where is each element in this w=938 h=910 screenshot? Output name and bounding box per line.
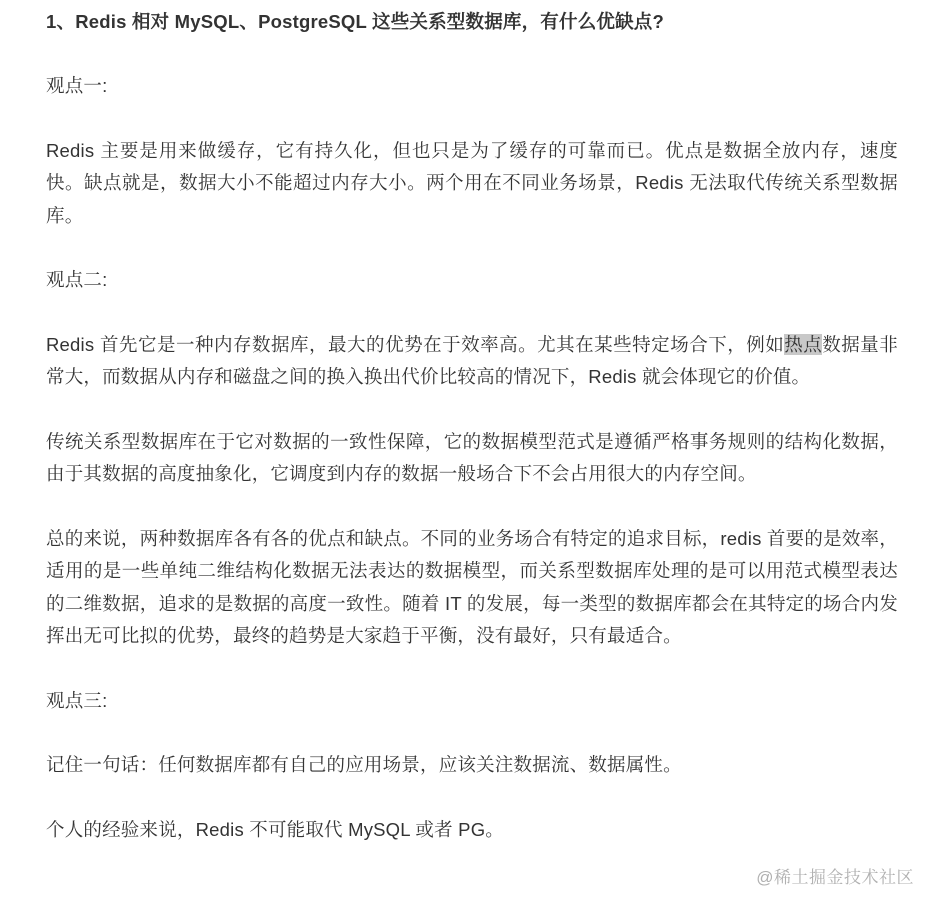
view-three-paragraph-1: 记住一句话：任何数据库都有自己的应用场景，应该关注数据流、数据属性。: [46, 754, 682, 775]
text-segment: Redis 首先它是一种内存数据库，最大的优势在于效率高。尤其在某些特定场合下，例如: [46, 333, 785, 355]
view-one-paragraph: Redis 主要是用来做缓存，它有持久化，但也只是为了缓存的可靠而已。优点是数据全放内存，速度快。缺点就是，数据大小不能超过内存大小。两个用在不同业务场景，Redis 无法取代传统关系型数据库。: [46, 139, 898, 226]
view-one-label: 观点一:: [46, 75, 108, 96]
highlighted-text: 热点: [784, 333, 823, 355]
view-three-paragraph-2: 个人的经验来说，Redis 不可能取代 MySQL 或者 PG。: [46, 818, 504, 840]
view-two-label: 观点二:: [46, 269, 108, 290]
text-segment: 数据量非常大，而数据从内存和磁盘之间的换入换出代价比较高的情况下，Redis 就会体现它的价值。: [46, 333, 899, 387]
view-two-paragraph-3: 总的来说，两种数据库各有各的优点和缺点。不同的业务场合有特定的追求目标，redis 首要的是效率，适用的是一些单纯二维结构化数据无法表达的数据模型，而关系型数据库处理的是可以用范式模型表达的二维数据，追求的是数据的高度一致性。随着 IT 的发展，每一类型的数据库都会在其特定的场合内发挥出无可比拟的优势，最终的趋势是大家趋于平衡，没有最好，只有最适合。: [46, 527, 898, 646]
view-two-paragraph-2: 传统关系型数据库在于它对数据的一致性保障，它的数据模型范式是遵循严格事务规则的结构化数据，由于其数据的高度抽象化，它调度到内存的数据一般场合下不会占用很大的内存空间。: [46, 430, 898, 484]
view-three-label: 观点三:: [46, 689, 108, 711]
view-two-paragraph-1: [46, 329, 898, 394]
question-heading: 1、Redis 相对 MySQL、PostgreSQL 这些关系型数据库，有什么优缺点?: [46, 11, 664, 32]
watermark: @稀土掘金技术社区: [756, 868, 914, 887]
article-body: [46, 6, 898, 878]
